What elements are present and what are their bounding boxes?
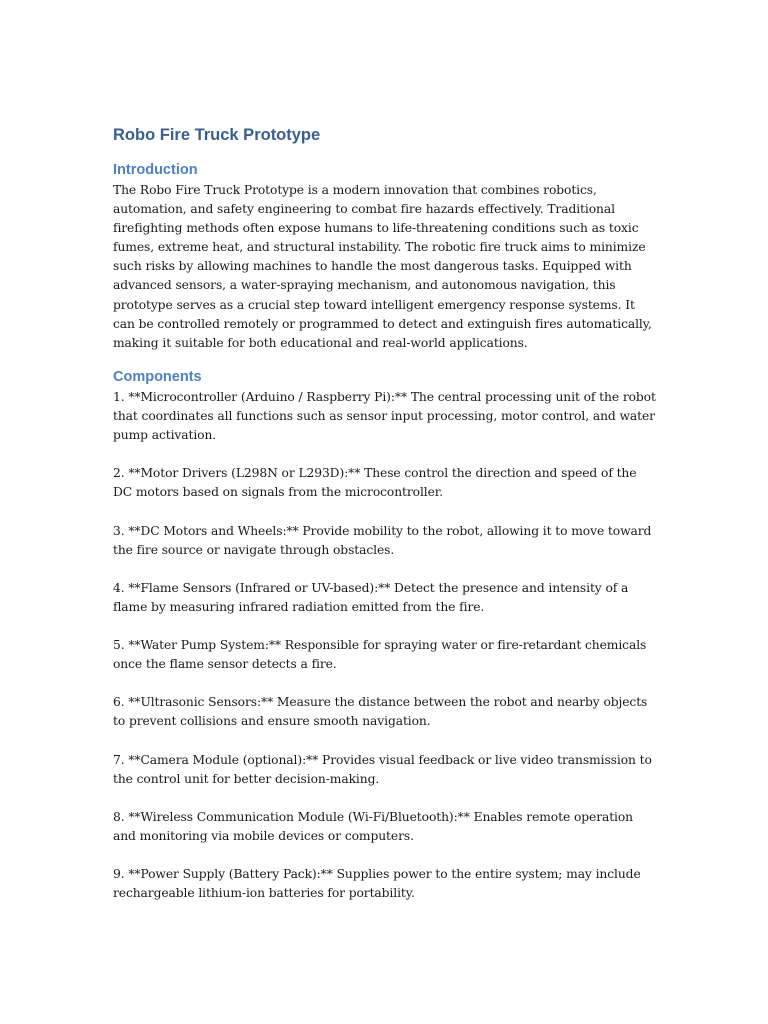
component-item-1: 1. **Microcontroller (Arduino / Raspberry Pi):** The central processing unit of the robot that coordinates all functions such as sensor input processing, motor control, and water pump activation. [113, 389, 656, 443]
introduction-heading: Introduction [113, 162, 198, 178]
components-heading: Components [113, 368, 202, 385]
component-item-2: 2. **Motor Drivers (L298N or L293D):** These control the direction and speed of the DC motors based on signals from the microcontroller. [113, 466, 637, 500]
component-item-6: 6. **Ultrasonic Sensors:** Measure the distance between the robot and nearby objects to prevent collisions and ensure smooth navigation. [113, 695, 648, 729]
components-list [113, 388, 658, 904]
introduction-paragraph: The Robo Fire Truck Prototype is a modern innovation that combines robotics, automation, and safety engineering to combat fire hazards effectively. Traditional firefighting methods often expose humans to life-threatening conditions such as toxic fumes, extreme heat, and structural instability. The robotic fire truck aims to minimize such risks by allowing machines to handle the most dangerous tasks. Equipped with advanced sensors, a water-spraying mechanism, and autonomous navigation, this prototype serves as a crucial step toward intelligent emergency response systems. It can be controlled remotely or programmed to detect and extinguish fires automatically, making it suitable for both educational and real-world applications. [113, 183, 652, 350]
document-title: Robo Fire Truck Prototype [113, 126, 321, 144]
component-item-8: 8. **Wireless Communication Module (Wi-Fi/Bluetooth):** Enables remote operation and monitoring via mobile devices or computers. [113, 809, 633, 843]
component-item-7: 7. **Camera Module (optional):** Provides visual feedback or live video transmission to the control unit for better decision-making. [113, 752, 652, 786]
component-item-3: 3. **DC Motors and Wheels:** Provide mobility to the robot, allowing it to move toward the fire source or navigate through obstacles. [113, 523, 652, 557]
document-page [113, 124, 658, 922]
component-item-4: 4. **Flame Sensors (Infrared or UV-based):** Detect the presence and intensity of a flame by measuring infrared radiation emitted from the fire. [113, 580, 629, 614]
component-item-5: 5. **Water Pump System:** Responsible for spraying water or fire-retardant chemicals once the flame sensor detects a fire. [113, 638, 647, 672]
component-item-9: 9. **Power Supply (Battery Pack):** Supplies power to the entire system; may include rechargeable lithium-ion batteries for portability. [113, 867, 641, 901]
